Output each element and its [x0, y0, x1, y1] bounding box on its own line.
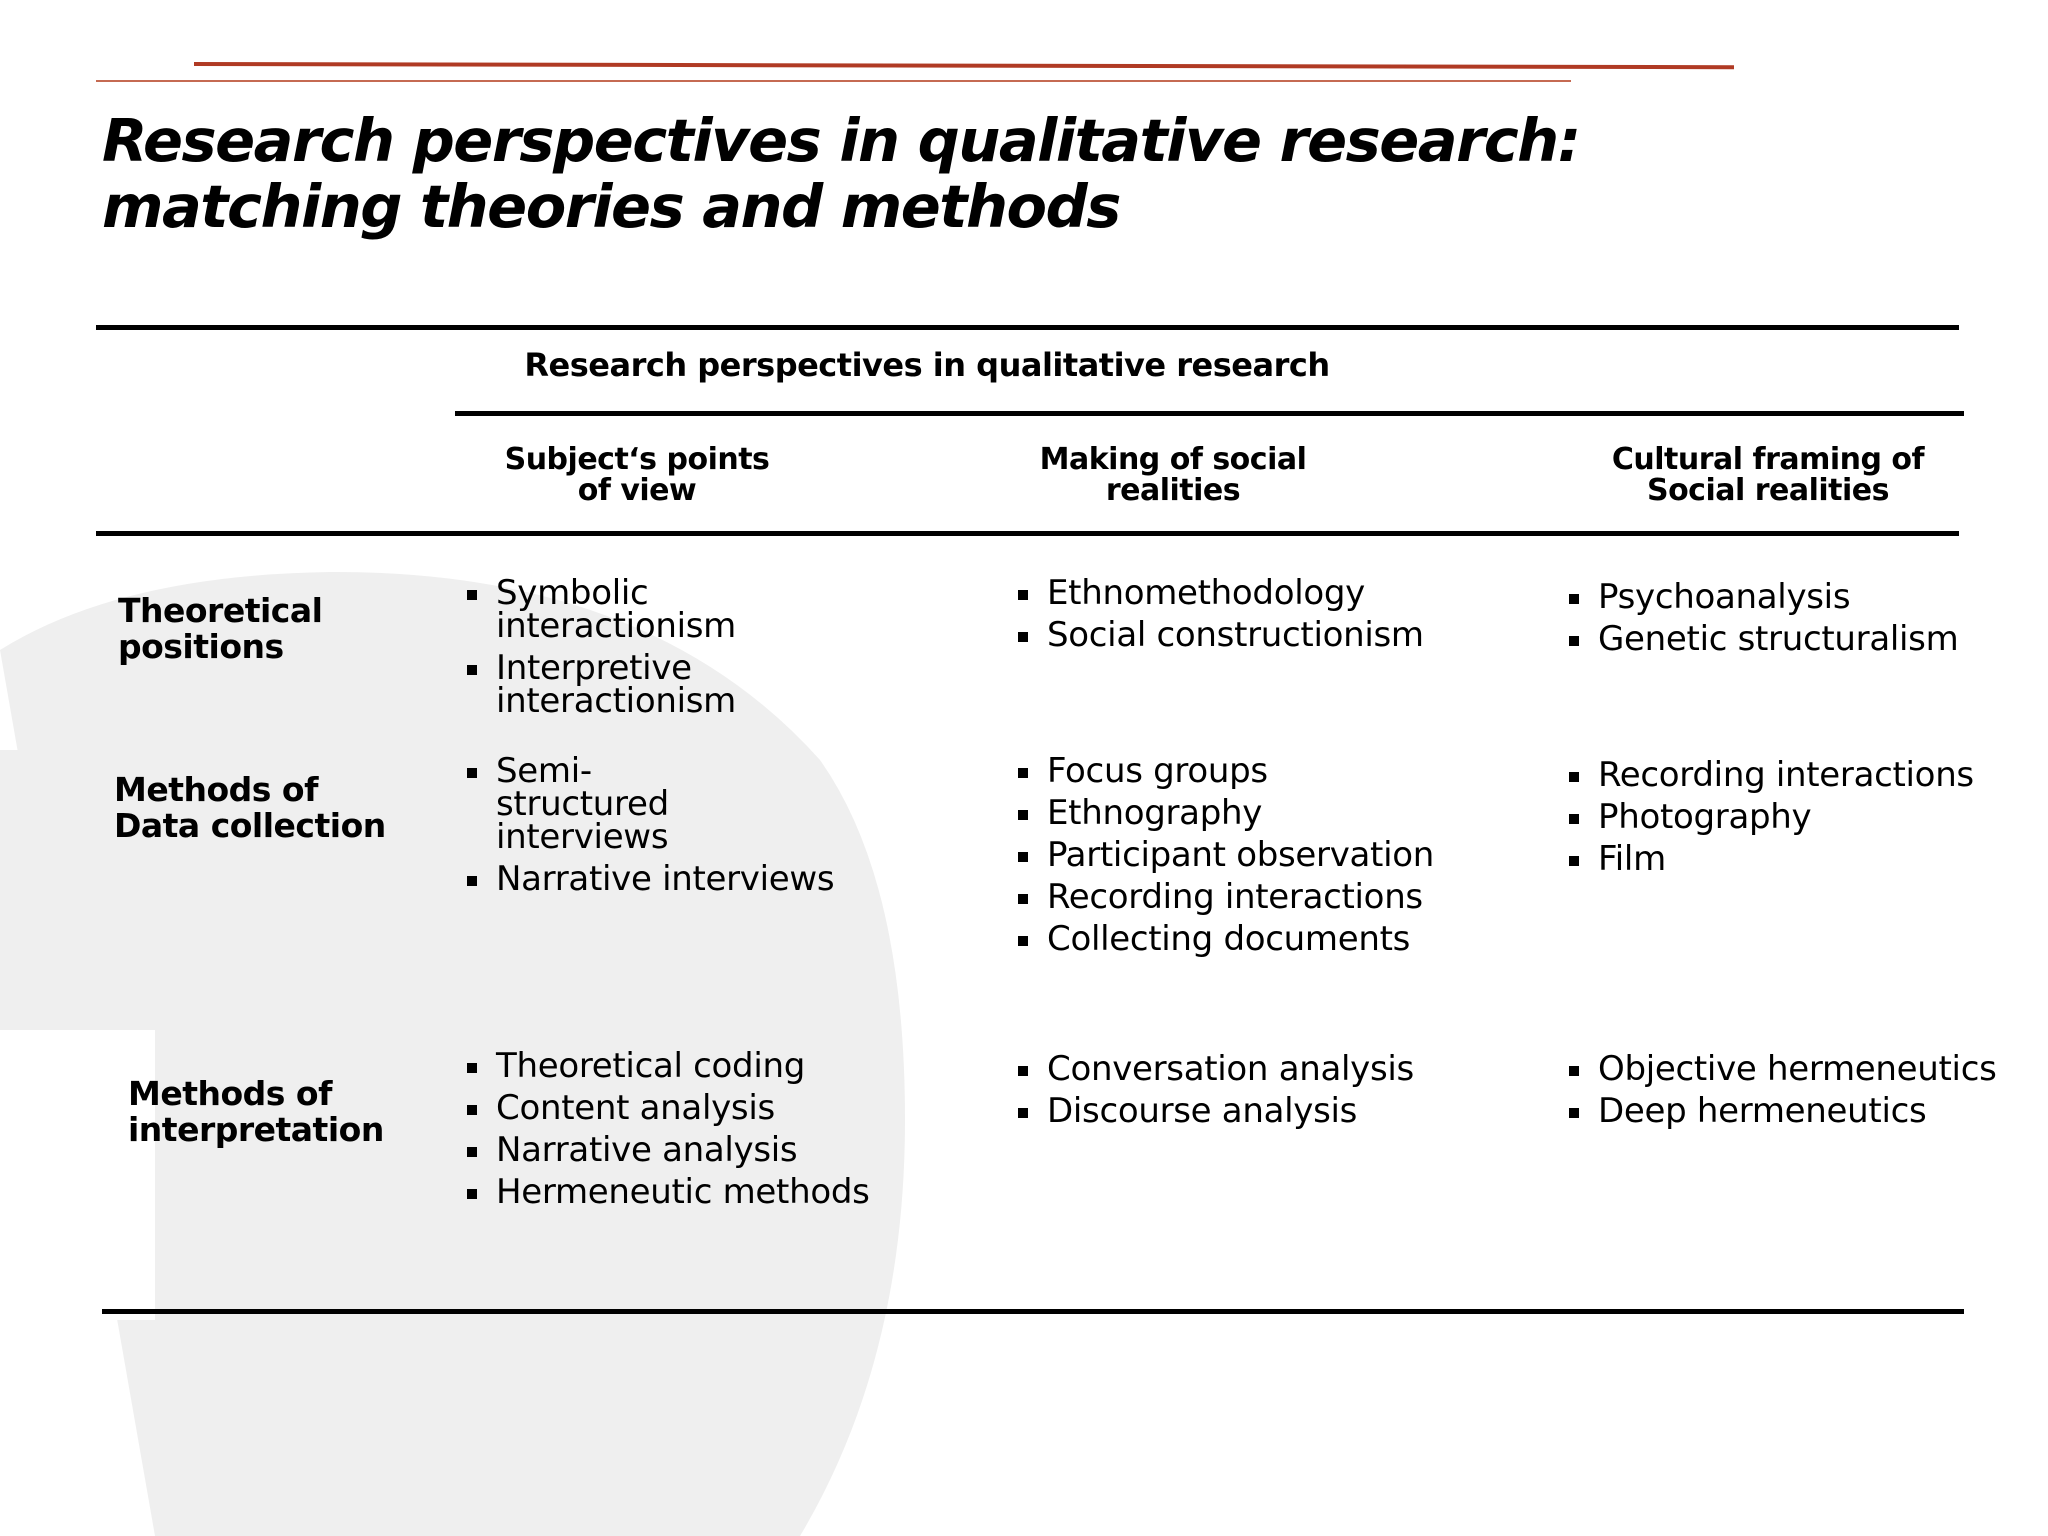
column-header-line: Cultural framing of [1611, 442, 1925, 477]
row-header-line: positions [118, 627, 284, 666]
list-item-text: Recording interactions [1047, 877, 1423, 917]
table-header-rule [96, 531, 1959, 536]
list-item [1018, 1091, 1498, 1133]
list-item [467, 1172, 887, 1214]
row-header-line: Methods of [128, 1074, 332, 1113]
square-bullet-icon [1569, 772, 1579, 782]
column-header-line: Subject‘s points [504, 442, 770, 477]
square-bullet-icon [467, 590, 477, 600]
list-item [1018, 877, 1498, 919]
slide-title-line-1: Research perspectives in qualitative research: [102, 106, 1580, 175]
list-item [1569, 755, 2029, 797]
list-item [1569, 839, 2029, 881]
list-item [1569, 1091, 2039, 1133]
list-item [467, 1088, 887, 1130]
row-header-theoretical-positions [118, 593, 322, 665]
column-header-line: Making of social [1039, 442, 1307, 477]
square-bullet-icon [1569, 856, 1579, 866]
list-item-text: Ethnography [1047, 793, 1263, 833]
list-item-text: Participant observation [1047, 835, 1434, 875]
row-header-line: interpretation [128, 1110, 384, 1149]
list-item [1018, 751, 1498, 793]
square-bullet-icon [1569, 814, 1579, 824]
square-bullet-icon [1018, 894, 1028, 904]
square-bullet-icon [1018, 936, 1028, 946]
list-item [1018, 919, 1498, 961]
list-item-text: Collecting documents [1047, 919, 1411, 959]
list-item-text: Hermeneutic methods [496, 1172, 870, 1212]
table-heading: Research perspectives in qualitative research [524, 346, 1330, 384]
list-item [467, 648, 887, 723]
column-header-subjects-points-of-view [427, 444, 847, 506]
slide-title [102, 108, 1580, 240]
row-header-methods-of-interpretation [128, 1076, 384, 1148]
column-header-cultural-framing [1558, 444, 1978, 506]
list-item [467, 573, 887, 648]
list-item [1018, 1049, 1498, 1091]
square-bullet-icon [1018, 632, 1028, 642]
cell-theoretical-subjects [467, 573, 887, 723]
list-item-text: Semi-structured interviews [496, 751, 669, 857]
square-bullet-icon [1018, 590, 1028, 600]
row-header-line: Methods of [114, 770, 318, 809]
list-item-text: Genetic structuralism [1598, 619, 1959, 659]
list-item [1018, 793, 1498, 835]
list-item [1569, 1049, 2039, 1091]
column-header-line: realities [1105, 473, 1241, 508]
square-bullet-icon [1018, 810, 1028, 820]
square-bullet-icon [467, 768, 477, 778]
column-header-making-of-social-realities [963, 444, 1383, 506]
list-item-text: Objective hermeneutics [1598, 1049, 1997, 1089]
list-item-text: Content analysis [496, 1088, 775, 1128]
list-item-text: Narrative interviews [496, 859, 835, 899]
cell-interpretation-cultural [1569, 1049, 2039, 1133]
column-header-line: Social realities [1646, 473, 1890, 508]
list-item [467, 859, 887, 901]
list-item-text: Conversation analysis [1047, 1049, 1414, 1089]
list-item-text: Narrative analysis [496, 1130, 798, 1170]
list-item [467, 751, 887, 859]
cell-interpretation-subjects [467, 1046, 887, 1214]
square-bullet-icon [1018, 852, 1028, 862]
table-top-rule [96, 325, 1959, 330]
list-item-text: Symbolic interactionism [496, 573, 736, 646]
list-item [467, 1130, 887, 1172]
square-bullet-icon [1569, 636, 1579, 646]
row-header-line: Theoretical [118, 591, 323, 630]
cell-collection-social [1018, 751, 1498, 961]
square-bullet-icon [467, 876, 477, 886]
slide-title-line-2: matching theories and methods [102, 172, 1120, 241]
list-item [467, 1046, 887, 1088]
list-item-text: Theoretical coding [496, 1046, 806, 1086]
table-heading-rule [455, 411, 1964, 416]
cell-interpretation-social [1018, 1049, 1498, 1133]
square-bullet-icon [1569, 1108, 1579, 1118]
square-bullet-icon [467, 1189, 477, 1199]
square-bullet-icon [467, 1063, 477, 1073]
list-item-text: Ethnomethodology [1047, 573, 1365, 613]
square-bullet-icon [1569, 1066, 1579, 1076]
list-item [1569, 619, 2029, 661]
list-item-text: Recording interactions [1598, 755, 1974, 795]
list-item [1569, 797, 2029, 839]
square-bullet-icon [467, 1105, 477, 1115]
list-item-text: Focus groups [1047, 751, 1268, 791]
cell-theoretical-cultural [1569, 577, 2029, 661]
list-item [1569, 577, 2029, 619]
list-item-text: Psychoanalysis [1598, 577, 1851, 617]
square-bullet-icon [1018, 1066, 1028, 1076]
square-bullet-icon [1018, 1108, 1028, 1118]
table-bottom-rule [102, 1309, 1964, 1314]
list-item-text: Photography [1598, 797, 1812, 837]
list-item-text: Deep hermeneutics [1598, 1091, 1927, 1131]
list-item [1018, 573, 1498, 615]
cell-theoretical-social [1018, 573, 1498, 657]
list-item [1018, 835, 1498, 877]
square-bullet-icon [1018, 768, 1028, 778]
square-bullet-icon [467, 1147, 477, 1157]
square-bullet-icon [467, 665, 477, 675]
square-bullet-icon [1569, 594, 1579, 604]
row-header-methods-of-data-collection [114, 772, 386, 844]
cell-collection-cultural [1569, 755, 2029, 881]
list-item-text: Social constructionism [1047, 615, 1424, 655]
list-item-text: Discourse analysis [1047, 1091, 1358, 1131]
row-header-line: Data collection [114, 806, 386, 845]
column-header-line: of view [577, 473, 697, 508]
list-item [1018, 615, 1498, 657]
list-item-text: Interpretive interactionism [496, 648, 736, 721]
cell-collection-subjects [467, 751, 887, 901]
accent-line-bottom [96, 80, 1571, 82]
list-item-text: Film [1598, 839, 1666, 879]
